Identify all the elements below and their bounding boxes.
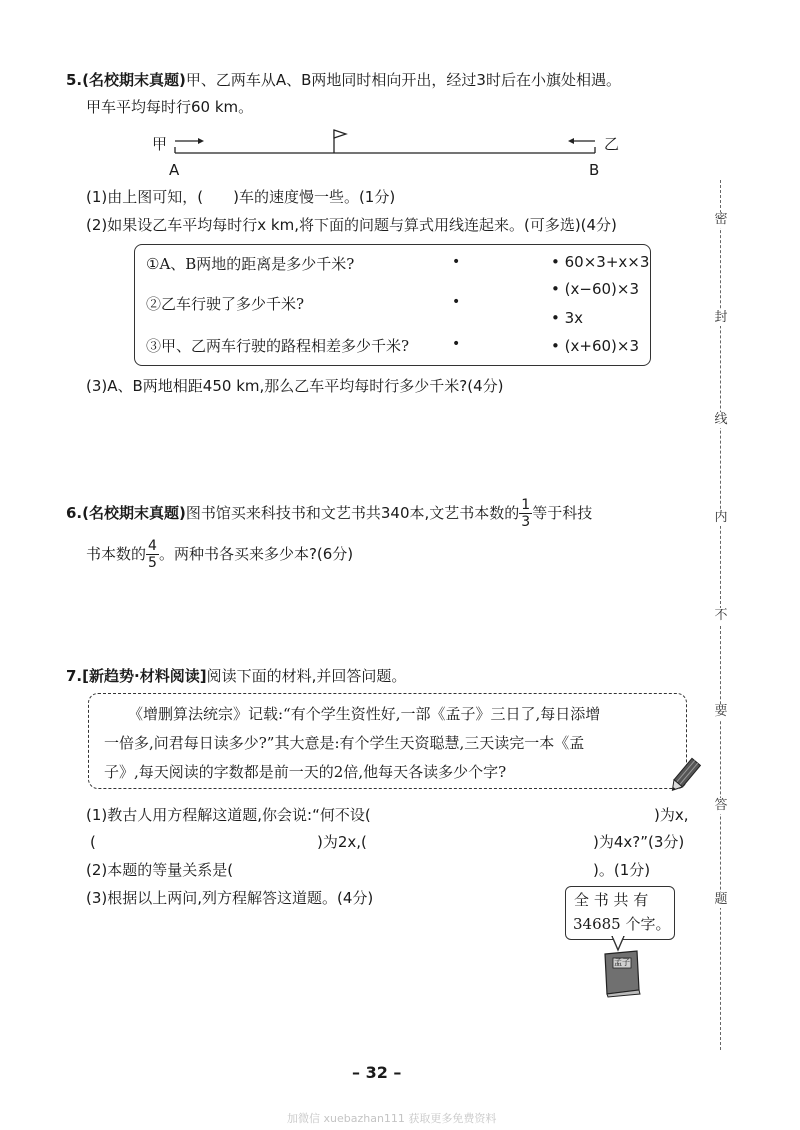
q7-sub-1-e: )为4x?”(3分) — [593, 833, 685, 851]
question-2-dot[interactable]: • — [452, 294, 461, 310]
car-b-label: 乙 — [604, 135, 620, 153]
fraction-1-denominator: 3 — [521, 514, 531, 530]
expression-4-row[interactable] — [551, 336, 639, 356]
point-a-label: A — [169, 161, 180, 179]
q7-number: 7. — [66, 667, 83, 685]
fraction-one-third — [519, 497, 532, 530]
expression-4: (x+60)×3 — [564, 337, 639, 355]
question-1-dot[interactable]: • — [452, 254, 461, 270]
fraction-2-numerator: 4 — [148, 538, 157, 554]
q5-title-line — [66, 70, 621, 90]
expression-2-row[interactable] — [551, 279, 639, 299]
margin-char-8: 题 — [714, 892, 728, 907]
q5-text-1: 甲、乙两车从A、B两地同时相向开出，经过3时后在小旗处相遇。 — [185, 71, 621, 89]
q5-number: 5. — [66, 71, 83, 89]
expression-1: 60×3+x×3 — [564, 253, 650, 271]
expression-1-dot: • — [551, 253, 560, 271]
margin-char-5: 不 — [714, 608, 728, 623]
q6-text-c: 书本数的 — [86, 545, 147, 563]
flag-icon — [334, 130, 346, 138]
q7-sub-1-b: )为x, — [654, 806, 689, 824]
fraction-four-fifths — [146, 538, 159, 571]
margin-char-2: 封 — [714, 310, 728, 325]
expression-4-dot: • — [551, 337, 560, 355]
watermark: 加微信 xuebazhan111 获取更多免费资料 — [287, 1112, 497, 1125]
margin-char-7: 答 — [714, 798, 728, 813]
q5-sub-2: (2)如果设乙车平均每时行x km,将下面的问题与算式用线连起来。(可多选)(4分) — [86, 216, 617, 234]
match-question-3: ③甲、乙两车行驶的路程相差多少千米? — [146, 337, 410, 355]
q7-sub-2-a: (2)本题的等量关系是( — [86, 861, 234, 879]
car-a-label: 甲 — [152, 135, 168, 153]
fraction-2-denominator: 5 — [148, 555, 157, 571]
pencil-icon — [668, 756, 702, 796]
margin-char-4: 内 — [714, 510, 728, 525]
reading-line-2: 一倍多,问君每日读多少?”其大意是:有个学生天资聪慧,三天读完一本《孟 — [104, 734, 585, 752]
q7-title-line — [66, 666, 406, 686]
q6-number: 6. — [66, 504, 83, 522]
q7-sub-1-c: ( — [90, 833, 96, 851]
match-question-1: ①A、B两地的距离是多少千米? — [146, 255, 355, 273]
q6-line-1 — [66, 496, 592, 530]
q7-sub-1-a: (1)教古人用方程解这道题,你会说:“何不设( — [86, 806, 371, 824]
q6-line-2 — [86, 537, 353, 571]
q7-sub-1-d: )为2x,( — [317, 833, 367, 851]
q5-sub-3: (3)A、B两地相距450 km,那么乙车平均每时行多少千米?(4分) — [86, 377, 504, 395]
expression-2-dot: • — [551, 280, 560, 298]
margin-char-6: 要 — [714, 704, 728, 719]
margin-char-1: 密 — [714, 212, 728, 227]
page-number: – 32 – — [352, 1063, 402, 1082]
expression-2: (x−60)×3 — [564, 280, 639, 298]
q6-text-d: 。两种书各买来多少本?(6分) — [158, 545, 354, 563]
q7-sub-3: (3)根据以上两问,列方程解答这道题。(4分) — [86, 889, 374, 907]
expression-3-row[interactable] — [551, 308, 583, 328]
q5-text-2: 甲车平均每时行60 km。 — [86, 98, 254, 116]
q5-sub-1: (1)由上图可知，( )车的速度慢一些。(1分) — [86, 188, 396, 206]
arrow-a-head — [198, 138, 204, 144]
match-question-2: ②乙车行驶了多少千米? — [146, 295, 305, 313]
expression-1-row[interactable] — [551, 252, 649, 272]
point-b-label: B — [589, 161, 600, 179]
q5-tag: (名校期末真题) — [82, 71, 186, 89]
q6-text-a: 图书馆买来科技书和文艺书共340本,文艺书本数的 — [185, 504, 520, 522]
q7-sub-2-b: )。(1分) — [593, 861, 651, 879]
q6-tag: (名校期末真题) — [82, 504, 186, 522]
arrow-b-head — [568, 138, 574, 144]
expression-3-dot: • — [551, 309, 560, 327]
q6-text-b: 等于科技 — [532, 504, 593, 522]
reading-line-3: 子》,每天阅读的字数都是前一天的2倍,他每天各读多少个字? — [104, 763, 507, 781]
q7-tag: [新趋势·材料阅读] — [82, 667, 207, 685]
q5-meeting-diagram — [140, 125, 620, 180]
fraction-1-numerator: 1 — [521, 497, 531, 513]
expression-3: 3x — [564, 309, 584, 327]
bubble-line-1: 全 书 共 有 — [574, 891, 649, 909]
question-3-dot[interactable]: • — [452, 336, 461, 352]
margin-char-3: 线 — [714, 412, 728, 427]
book-title: 孟子 — [614, 958, 630, 967]
reading-line-1: 《增删算法统宗》记载:“有个学生资性好,一部《孟子》三日了,每日添增 — [128, 705, 601, 723]
q7-intro: 阅读下面的材料,并回答问题。 — [206, 667, 407, 685]
bubble-line-2: 34685 个字。 — [573, 915, 671, 933]
